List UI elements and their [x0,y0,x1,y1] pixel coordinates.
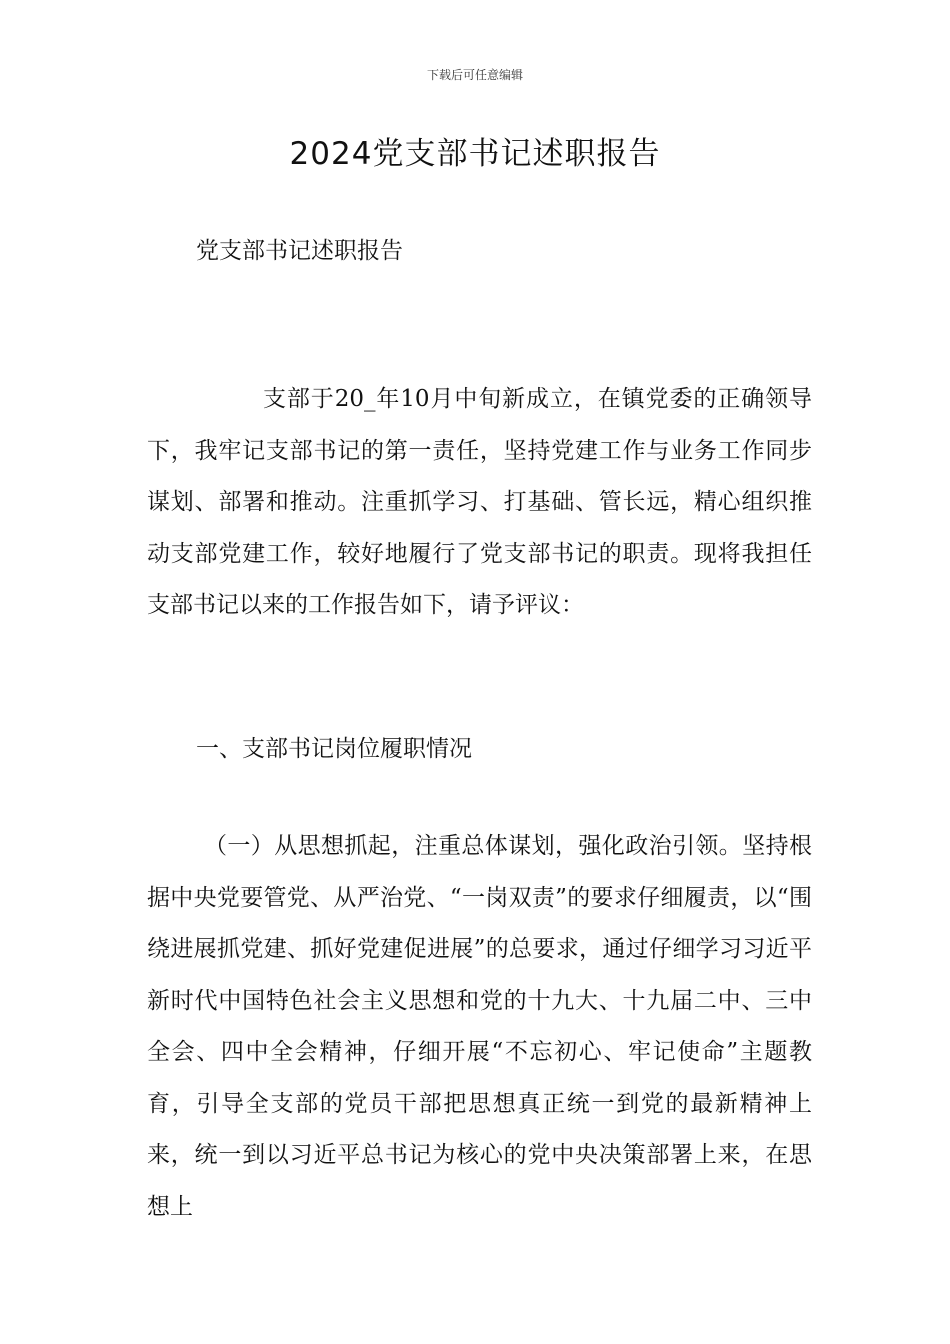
section-paragraph: （一）从思想抓起，注重总体谋划，强化政治引领。坚持根据中央党要管党、从严治党、“一岗双责”的要求仔细履责，以“围绕进展抓党建、抓好党建促进展”的总要求，通过仔细学习习近平新时代中国特色社会主义思想和党的十九大、十九届二中、三中全会、四中全会精神，仔细开展“不忘初心、牢记使命”主题教育，引导全支部的党员干部把思想真正统一到党的最新精神上来，统一到以习近平总书记为核心的党中央决策部署上来，在思想上 [147,833,812,1220]
section-heading: 一、支部书记岗位履职情况 [196,736,472,762]
document-subtitle: 党支部书记述职报告 [196,238,403,264]
header-note: 下载后可任意编辑 [426,68,523,82]
document-title: 2024党支部书记述职报告 [289,136,661,172]
intro-paragraph: 支部于20_年10月中旬新成立，在镇党委的正确领导下，我牢记支部书记的第一责任，坚持党建工作与业务工作同步谋划、部署和推动。注重抓学习、打基础、管长远，精心组织推动支部党建工作，较好地履行了党支部书记的职责。现将我担任支部书记以来的工作报告如下，请予评议： [147,386,812,618]
